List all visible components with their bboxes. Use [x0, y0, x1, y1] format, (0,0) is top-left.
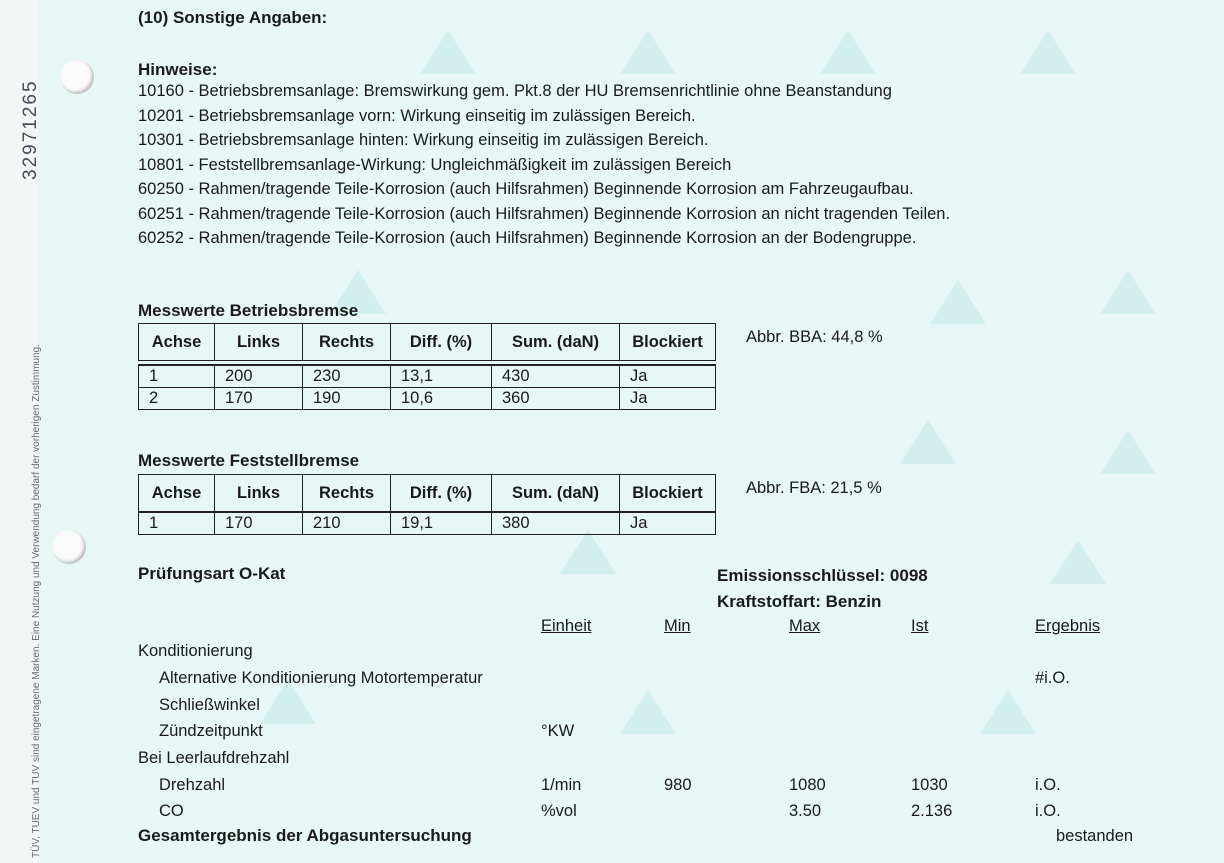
table-header-row: [139, 324, 716, 361]
co-actual: 2.136: [911, 802, 953, 820]
rpm-min: 980: [664, 776, 692, 794]
col-header: Sum. (daN): [492, 475, 620, 513]
parking-brake-table: [138, 474, 716, 535]
document-number: 32971265: [20, 79, 41, 181]
hint-line: 10201 - Betriebsbremsanlage vorn: Wirkung einseitig im zulässigen Bereich.: [138, 106, 696, 125]
hint-line: 60250 - Rahmen/tragende Teile-Korrosion (auch Hilfsrahmen) Beginnende Korrosion am Fahrzeugaufbau.: [138, 180, 914, 198]
alt-conditioning-result: #i.O.: [1035, 669, 1070, 687]
col-header: Diff. (%): [391, 475, 492, 513]
conditioning-label: Konditionierung: [138, 642, 253, 660]
cell: 430: [492, 365, 620, 388]
hint-line: 10160 - Betriebsbremsanlage: Bremswirkung gem. Pkt.8 der HU Bremsenrichtlinie ohne Beanstandung: [138, 82, 892, 100]
cell: 10,6: [391, 388, 492, 410]
col-header-result: Ergebnis: [1035, 617, 1101, 635]
col-header: Links: [215, 475, 303, 513]
co-unit: %vol: [541, 802, 577, 820]
cell: 230: [303, 365, 391, 388]
hint-line: 10801 - Feststellbremsanlage-Wirkung: Ungleichmäßigkeit im zulässigen Bereich: [138, 155, 732, 174]
trademark-note: TÜV, TUEV und TUV sind eingetragene Marken. Eine Nutzung und Verwendung bedarf der vorherigen Zustimmung.: [31, 344, 42, 858]
cell: 1: [139, 512, 215, 535]
cell: 380: [492, 512, 620, 535]
idle-label: Bei Leerlaufdrehzahl: [138, 749, 290, 767]
col-header: Achse: [139, 475, 215, 513]
service-brake-title: Messwerte Betriebsbremse: [138, 301, 359, 320]
co-result: i.O.: [1035, 802, 1061, 820]
col-header: Diff. (%): [391, 324, 492, 361]
hints-heading: Hinweise:: [138, 60, 218, 79]
rpm-unit: 1/min: [541, 776, 582, 794]
table-header-row: [139, 475, 716, 513]
col-header-min: Min: [664, 617, 691, 635]
table-row: [139, 512, 716, 535]
parking-brake-abbr: Abbr. FBA: 21,5 %: [746, 479, 882, 497]
col-header: Links: [215, 324, 303, 361]
hint-line: 60251 - Rahmen/tragende Teile-Korrosion (auch Hilfsrahmen) Beginnende Korrosion an nicht tragenden Teilen.: [138, 204, 951, 223]
ignition-timing-unit: °KW: [541, 722, 575, 740]
cell: 13,1: [391, 365, 492, 388]
table-row: [139, 365, 716, 388]
alt-conditioning-label: Alternative Konditionierung Motortemperatur: [159, 669, 483, 687]
emission-key: Emissionsschlüssel: 0098: [717, 566, 928, 585]
cell: 190: [303, 388, 391, 410]
cell: 170: [215, 388, 303, 410]
service-brake-table: [138, 323, 716, 410]
hint-line: 60252 - Rahmen/tragende Teile-Korrosion (auch Hilfsrahmen) Beginnende Korrosion an der Bodengruppe.: [138, 229, 917, 247]
hints-list: [138, 79, 950, 251]
rpm-actual: 1030: [911, 776, 948, 794]
parking-brake-title: Messwerte Feststellbremse: [138, 451, 360, 470]
col-header-unit: Einheit: [541, 617, 592, 635]
section-title: (10) Sonstige Angaben:: [138, 8, 328, 27]
cell: 360: [492, 388, 620, 410]
punch-hole-icon: [52, 530, 86, 564]
dwell-angle-label: Schließwinkel: [159, 696, 260, 714]
col-header: Blockiert: [620, 324, 716, 361]
table-row: [139, 388, 716, 410]
test-type: Prüfungsart O-Kat: [138, 564, 286, 583]
cell: Ja: [620, 365, 716, 388]
rpm-result: i.O.: [1035, 776, 1061, 794]
hint-line: 10301 - Betriebsbremsanlage hinten: Wirkung einseitig im zulässigen Bereich.: [138, 131, 709, 149]
cell: 170: [215, 512, 303, 535]
co-label: CO: [159, 802, 184, 820]
ignition-timing-label: Zündzeitpunkt: [159, 722, 263, 740]
cell: 210: [303, 512, 391, 535]
col-header: Blockiert: [620, 475, 716, 513]
co-max: 3.50: [789, 802, 822, 820]
col-header: Achse: [139, 324, 215, 361]
overall-result-value: bestanden: [1056, 827, 1134, 845]
punch-hole-icon: [60, 60, 94, 94]
col-header: Rechts: [303, 475, 391, 513]
fuel-type: Kraftstoffart: Benzin: [717, 592, 882, 611]
rpm-label: Drehzahl: [159, 776, 226, 794]
cell: 2: [139, 388, 215, 410]
cell: 200: [215, 365, 303, 388]
col-header-max: Max: [789, 617, 821, 635]
col-header-actual: Ist: [911, 617, 929, 635]
overall-result-label: Gesamtergebnis der Abgasuntersuchung: [138, 826, 472, 845]
rpm-max: 1080: [789, 776, 826, 794]
col-header: Rechts: [303, 324, 391, 361]
cell: Ja: [620, 512, 716, 535]
cell: Ja: [620, 388, 716, 410]
service-brake-abbr: Abbr. BBA: 44,8 %: [746, 328, 883, 346]
col-header: Sum. (daN): [492, 324, 620, 361]
cell: 19,1: [391, 512, 492, 535]
cell: 1: [139, 365, 215, 388]
